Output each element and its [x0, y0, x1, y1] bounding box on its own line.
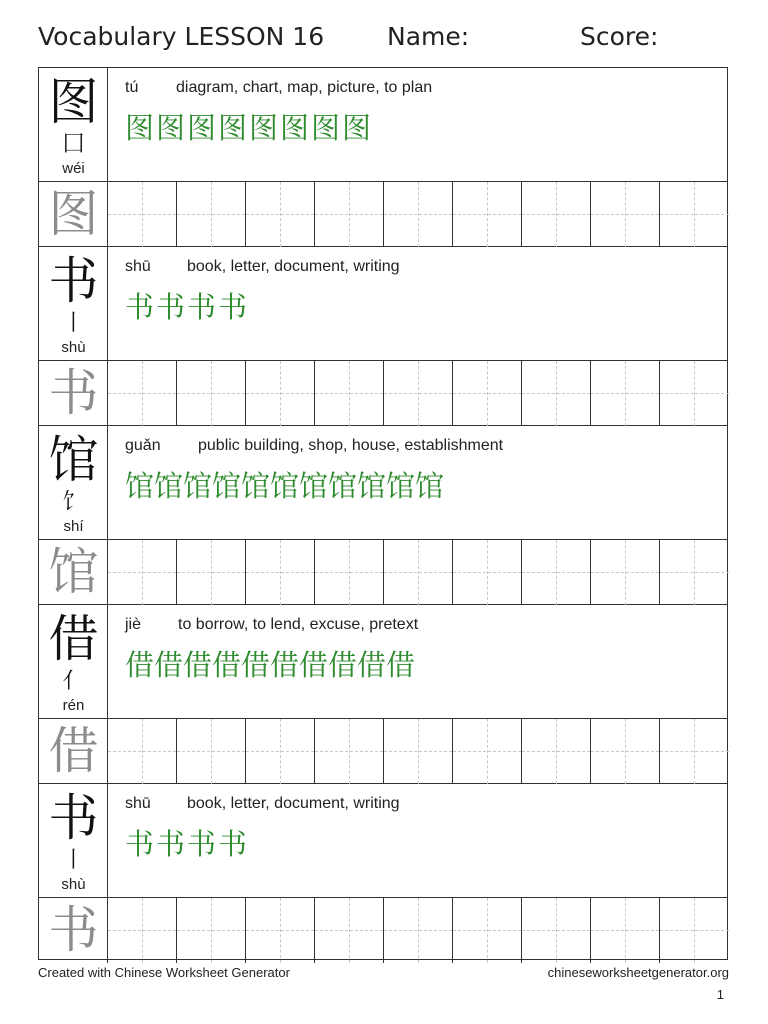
practice-box[interactable]	[660, 361, 729, 426]
worksheet-title: Vocabulary LESSON 16	[38, 22, 325, 51]
name-label: Name:	[387, 22, 470, 51]
trace-cell	[39, 898, 108, 963]
practice-box[interactable]	[453, 540, 522, 605]
practice-box[interactable]	[108, 361, 177, 426]
hanzi-cell	[39, 784, 108, 897]
practice-box[interactable]	[177, 898, 246, 963]
practice-box[interactable]	[108, 182, 177, 247]
radical-pinyin: shí	[63, 518, 84, 535]
practice-box[interactable]	[384, 898, 453, 963]
radical: 囗	[62, 132, 85, 157]
practice-box[interactable]	[522, 361, 591, 426]
score-label: Score:	[580, 22, 659, 51]
radical-pinyin: wéi	[62, 160, 85, 177]
vocab-entry-row	[39, 605, 727, 719]
practice-box[interactable]	[246, 361, 315, 426]
practice-box[interactable]	[660, 719, 729, 784]
vocab-entry-row	[39, 784, 727, 898]
vocab-entry-row	[39, 68, 727, 182]
worksheet-table	[38, 67, 728, 960]
practice-box[interactable]	[108, 898, 177, 963]
trace-cell	[39, 540, 108, 604]
trace-cell	[39, 182, 108, 246]
trace-cell	[39, 361, 108, 425]
meaning: to borrow, to lend, excuse, pretext	[178, 616, 419, 633]
footer-credit: Created with Chinese Worksheet Generator	[38, 965, 290, 980]
practice-row	[39, 540, 727, 605]
stroke-order: 书书书书	[125, 290, 250, 324]
practice-box[interactable]	[660, 898, 729, 963]
trace-character: 馆	[48, 543, 99, 601]
stroke-order: 书书书书	[125, 827, 250, 861]
practice-box[interactable]	[591, 540, 660, 605]
practice-box[interactable]	[384, 361, 453, 426]
practice-box[interactable]	[591, 898, 660, 963]
radical: 丨	[62, 848, 85, 873]
hanzi-character: 借	[48, 610, 99, 668]
practice-row	[39, 182, 727, 247]
radical: 亻	[62, 669, 85, 694]
hanzi-character: 书	[48, 789, 99, 847]
worksheet-header	[38, 22, 730, 58]
trace-character: 图	[48, 185, 99, 243]
meaning: book, letter, document, writing	[187, 258, 400, 275]
stroke-order: 图图图图图图图图	[125, 111, 374, 145]
hanzi-cell	[39, 426, 108, 539]
practice-box[interactable]	[453, 719, 522, 784]
practice-box[interactable]	[660, 540, 729, 605]
pinyin: shū	[125, 258, 151, 275]
pinyin: shū	[125, 795, 151, 812]
pinyin: jiè	[125, 616, 142, 633]
vocab-entry-row	[39, 247, 727, 361]
meaning: book, letter, document, writing	[187, 795, 400, 812]
vocab-entry-row	[39, 426, 727, 540]
radical: 丨	[62, 311, 85, 336]
practice-box[interactable]	[246, 898, 315, 963]
practice-box[interactable]	[522, 182, 591, 247]
practice-box[interactable]	[384, 182, 453, 247]
practice-box[interactable]	[384, 719, 453, 784]
practice-box[interactable]	[315, 361, 384, 426]
pinyin: tú	[125, 79, 139, 96]
practice-box[interactable]	[591, 719, 660, 784]
radical: 饣	[62, 490, 85, 515]
practice-box[interactable]	[591, 182, 660, 247]
practice-box[interactable]	[384, 540, 453, 605]
practice-box[interactable]	[108, 719, 177, 784]
practice-box[interactable]	[177, 540, 246, 605]
radical-pinyin: shù	[61, 339, 86, 356]
practice-row	[39, 719, 727, 784]
practice-box[interactable]	[246, 719, 315, 784]
practice-box[interactable]	[177, 361, 246, 426]
practice-box[interactable]	[246, 182, 315, 247]
practice-box[interactable]	[660, 182, 729, 247]
practice-box[interactable]	[177, 182, 246, 247]
practice-box[interactable]	[522, 540, 591, 605]
hanzi-cell	[39, 68, 108, 181]
pinyin: guǎn	[125, 437, 161, 454]
practice-box[interactable]	[315, 182, 384, 247]
practice-box[interactable]	[315, 719, 384, 784]
practice-box[interactable]	[453, 898, 522, 963]
practice-box[interactable]	[453, 361, 522, 426]
practice-box[interactable]	[591, 361, 660, 426]
footer-site-link[interactable]: chineseworksheetgenerator.org	[547, 965, 729, 980]
practice-box[interactable]	[453, 182, 522, 247]
meaning: diagram, chart, map, picture, to plan	[176, 79, 433, 96]
practice-box[interactable]	[108, 540, 177, 605]
trace-character: 书	[48, 901, 99, 959]
stroke-order: 借借借借借借借借借借	[125, 648, 416, 682]
hanzi-character: 图	[48, 73, 99, 131]
practice-box[interactable]	[177, 719, 246, 784]
practice-box[interactable]	[315, 898, 384, 963]
hanzi-character: 馆	[48, 431, 99, 489]
practice-box[interactable]	[315, 540, 384, 605]
trace-cell	[39, 719, 108, 783]
hanzi-character: 书	[48, 252, 99, 310]
practice-box[interactable]	[522, 719, 591, 784]
meaning: public building, shop, house, establishment	[198, 437, 504, 454]
page-number: 1	[716, 987, 724, 1002]
radical-pinyin: rén	[62, 697, 85, 714]
practice-box[interactable]	[246, 540, 315, 605]
trace-character: 借	[48, 722, 99, 780]
practice-row	[39, 898, 727, 963]
trace-character: 书	[48, 364, 99, 422]
hanzi-cell	[39, 247, 108, 360]
practice-row	[39, 361, 727, 426]
stroke-order: 馆馆馆馆馆馆馆馆馆馆馆	[125, 469, 445, 503]
practice-box[interactable]	[522, 898, 591, 963]
hanzi-cell	[39, 605, 108, 718]
radical-pinyin: shù	[61, 876, 86, 893]
